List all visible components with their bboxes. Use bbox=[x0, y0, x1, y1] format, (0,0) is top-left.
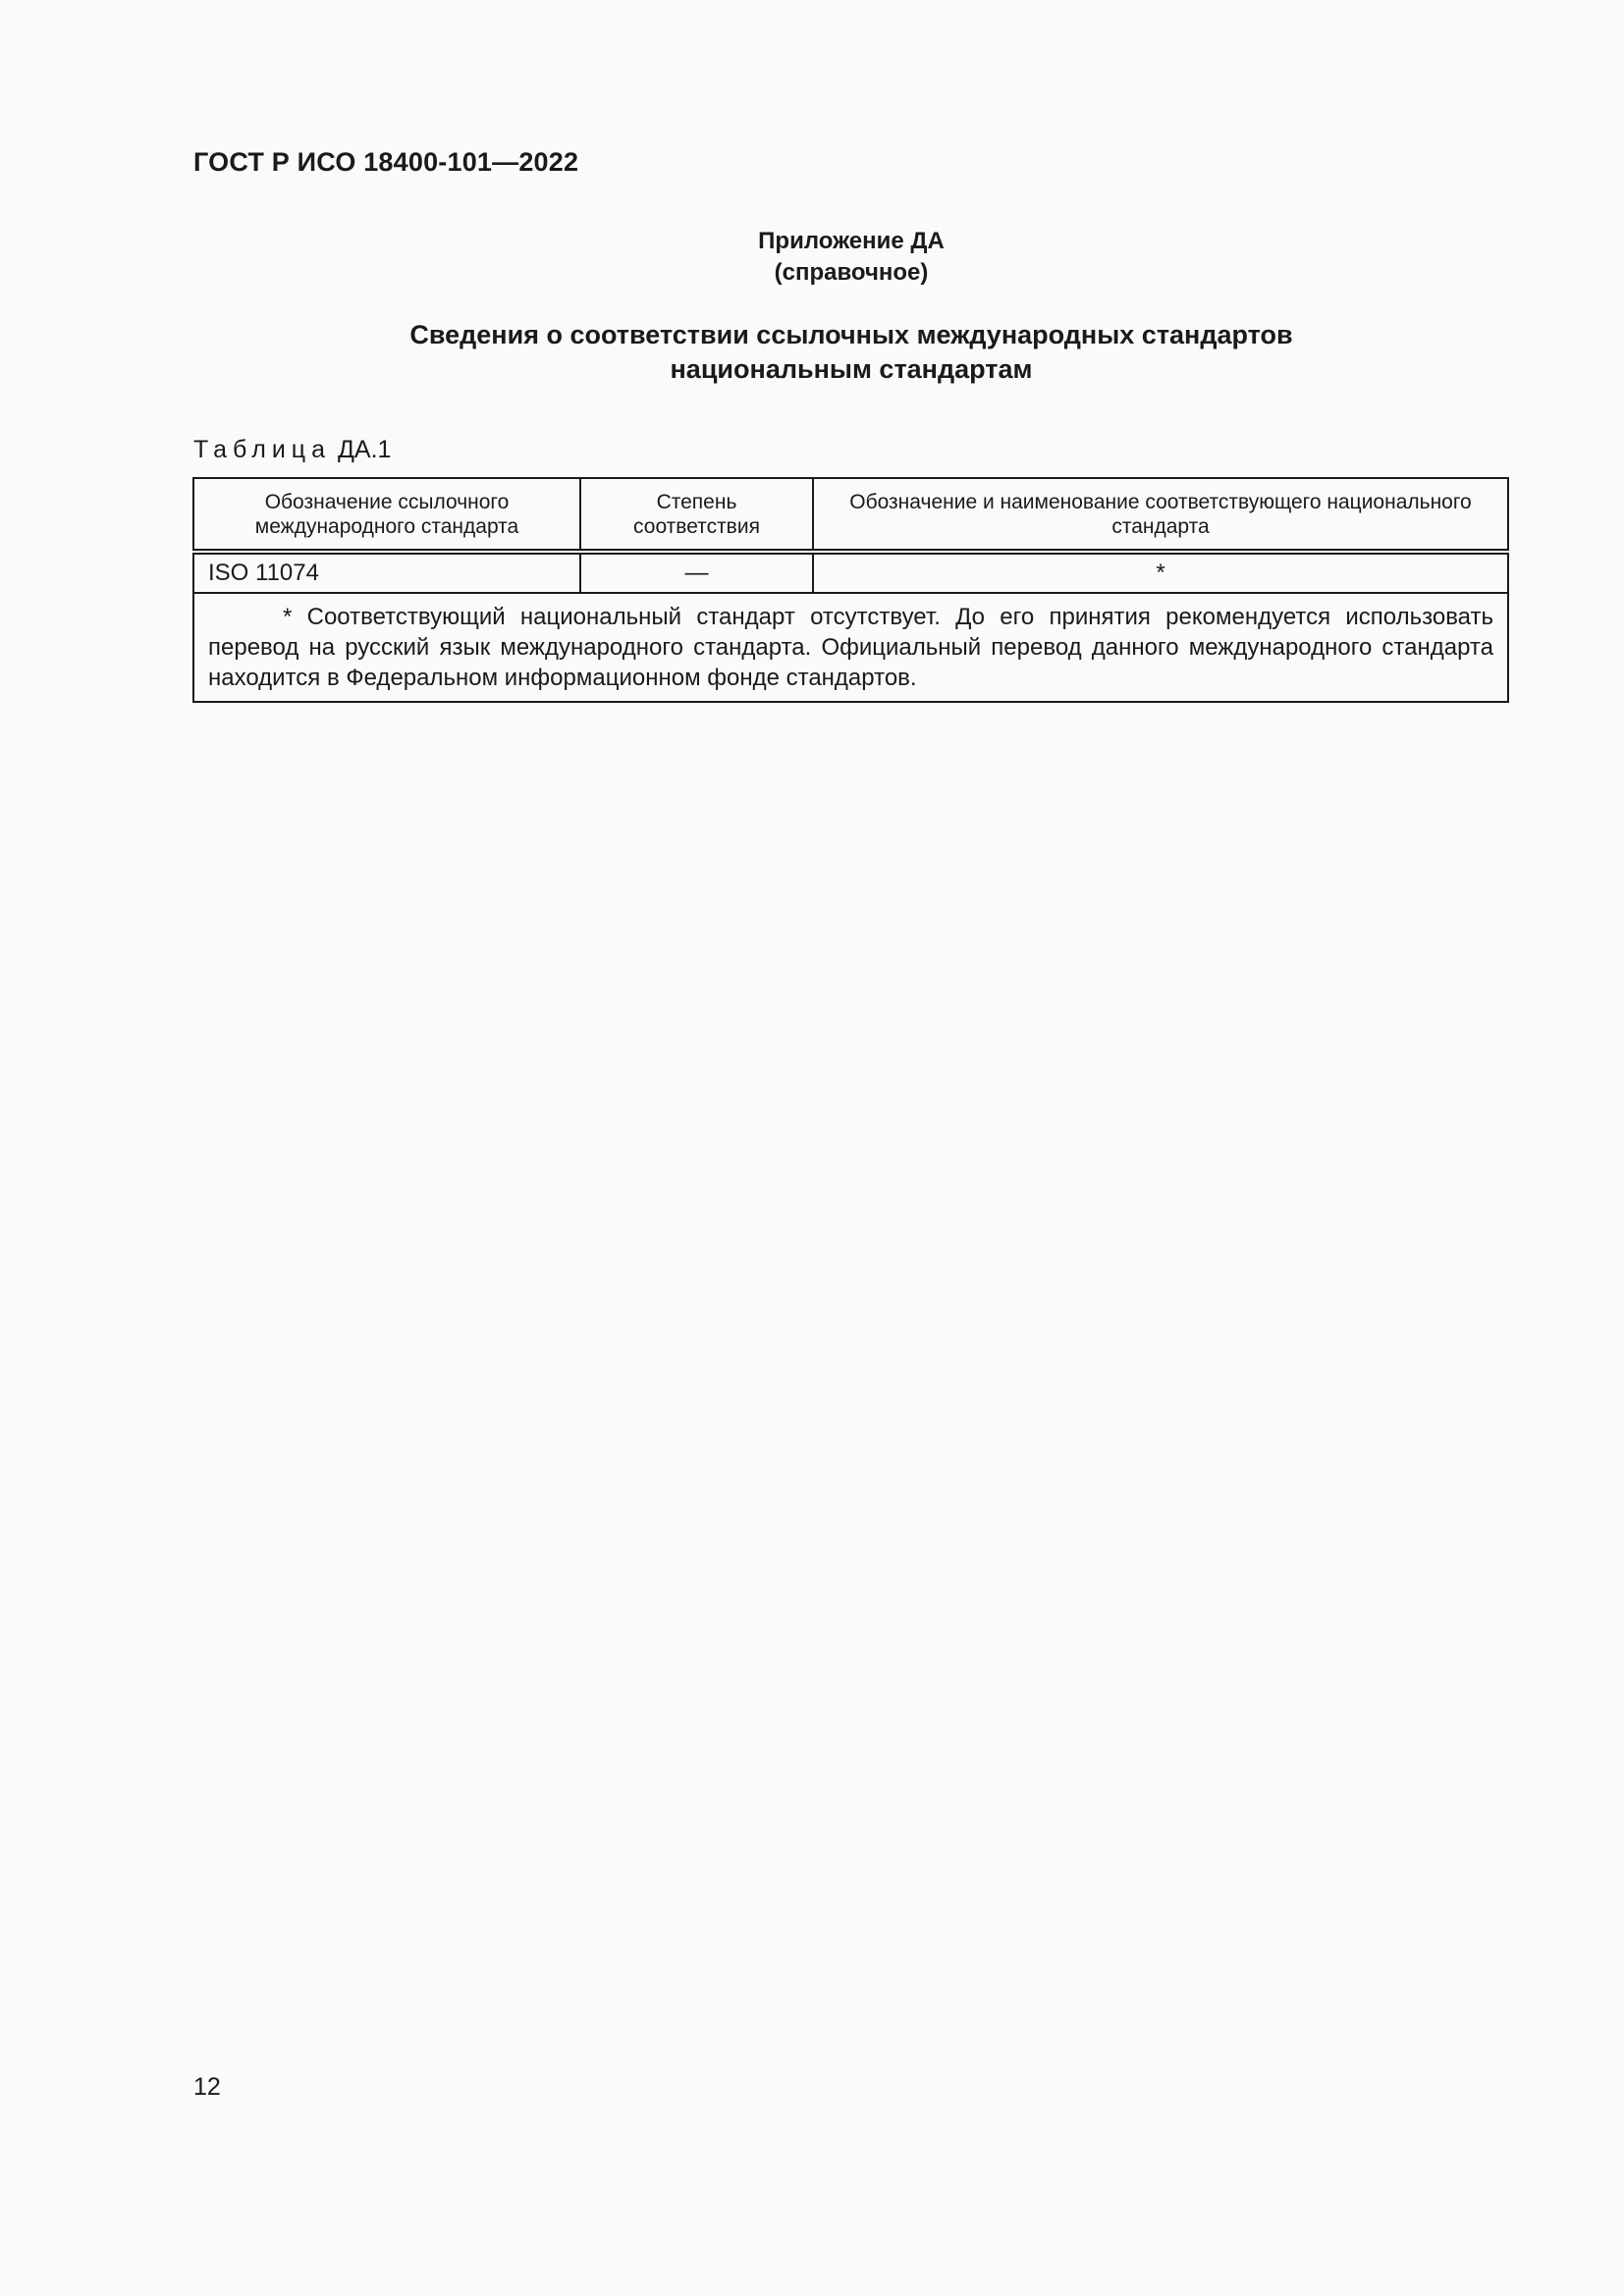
page-number: 12 bbox=[193, 2073, 221, 2101]
column-header-degree-of-correspondence: Степень соответствия bbox=[580, 478, 813, 552]
table-footnote: * Соответствующий национальный стандарт отсутствует. До его принятия рекомендуется использовать перевод на русский язык международного стандарта. Официальный перевод данного международного стандарта находится в Федеральном информационном фонде стандартов. bbox=[193, 593, 1508, 702]
standards-correspondence-table bbox=[192, 477, 1509, 703]
table-caption bbox=[193, 436, 391, 464]
cell-international-standard: ISO 11074 bbox=[193, 552, 580, 593]
document-code: ГОСТ Р ИСО 18400-101—2022 bbox=[193, 147, 579, 177]
column-header-national-standard: Обозначение и наименование соответствующего национального стандарта bbox=[813, 478, 1508, 552]
table-caption-word: Таблица bbox=[193, 436, 332, 463]
annex-title: Приложение ДА bbox=[758, 228, 945, 254]
cell-national-standard: * bbox=[813, 552, 1508, 593]
table-container bbox=[192, 477, 1509, 703]
annex-heading bbox=[0, 226, 1624, 289]
section-title-line-2: национальным стандартам bbox=[670, 354, 1033, 384]
column-header-international-standard: Обозначение ссылочного международного стандарта bbox=[193, 478, 580, 552]
section-title-line-1: Сведения о соответствии ссылочных международных стандартов bbox=[409, 320, 1293, 349]
table-footnote-row bbox=[193, 593, 1508, 702]
table-header-row bbox=[193, 478, 1508, 552]
table-caption-number: ДА.1 bbox=[337, 436, 392, 463]
annex-status: (справочное) bbox=[774, 259, 929, 286]
table-row bbox=[193, 552, 1508, 593]
cell-degree-of-correspondence: — bbox=[580, 552, 813, 593]
section-title bbox=[0, 318, 1624, 387]
